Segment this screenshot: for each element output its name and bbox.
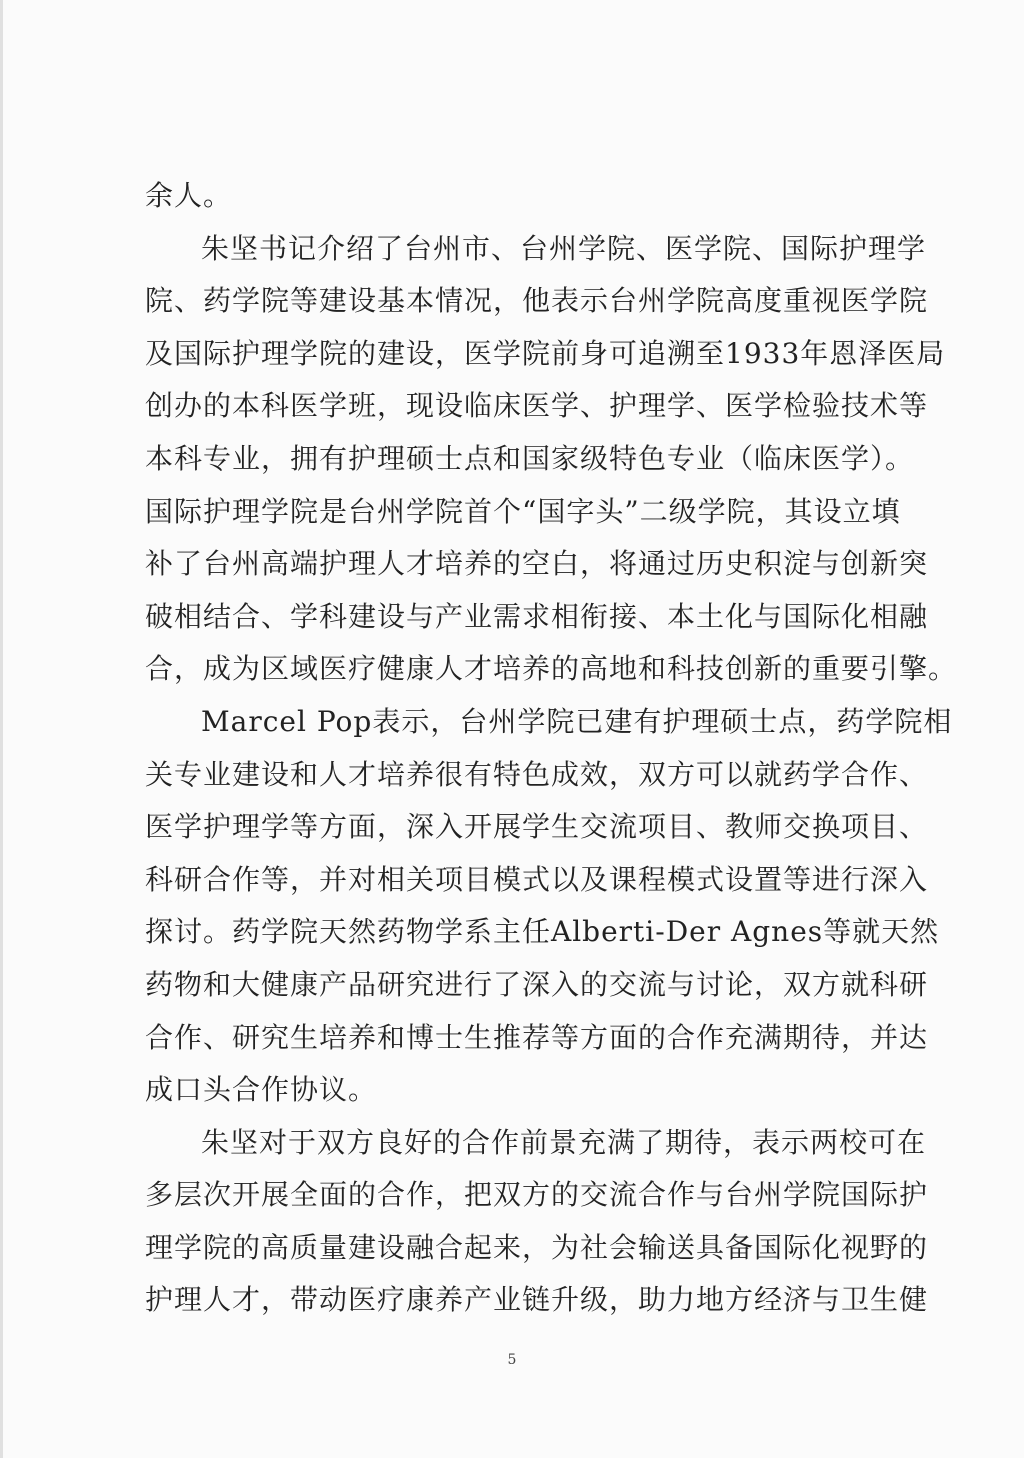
text-line: Marcel Pop表示，台州学院已建有护理硕士点，药学院相: [201, 704, 953, 738]
text-line: 院、药学院等建设基本情况，他表示台州学院高度重视医学院: [145, 284, 929, 318]
text-line: 成口头合作协议。: [145, 1073, 378, 1107]
text-line: 余人。: [145, 179, 233, 212]
text-line: 多层次开展全面的合作，把双方的交流合作与台州学院国际护: [145, 1178, 929, 1212]
text-line: 理学院的高质量建设融合起来，为社会输送具备国际化视野的: [145, 1230, 929, 1264]
text-line: 合作、研究生培养和博士生推荐等方面的合作充满期待，并达: [145, 1020, 929, 1054]
text-line: 药物和大健康产品研究进行了深入的交流与讨论，双方就科研: [145, 967, 929, 1001]
text-line: 及国际护理学院的建设，医学院前身可追溯至1933年恩泽医局: [145, 336, 946, 370]
text-line: 本科专业，拥有护理硕士点和国家级特色专业（临床医学）。: [145, 441, 915, 475]
text-line: 朱坚书记介绍了台州市、台州学院、医学院、国际护理学: [201, 231, 927, 265]
page-number: 5: [507, 1352, 517, 1368]
text-line: 关专业建设和人才培养很有特色成效，双方可以就药学合作、: [145, 757, 929, 791]
text-line: 破相结合、学科建设与产业需求相衔接、本土化与国际化相融: [145, 599, 929, 633]
text-line: 探讨。药学院天然药物学系主任Alberti-Der Agnes等就天然: [145, 915, 940, 949]
text-line: 合，成为区域医疗健康人才培养的高地和科技创新的重要引擎。: [145, 652, 958, 686]
text-line: 护理人才，带动医疗康养产业链升级，助力地方经济与卫生健: [145, 1283, 929, 1317]
text-line: 创办的本科医学班，现设临床医学、护理学、医学检验技术等: [145, 389, 929, 423]
text-line: 医学护理学等方面，深入开展学生交流项目、教师交换项目、: [145, 810, 929, 844]
text-line: 补了台州高端护理人才培养的空白，将通过历史积淀与创新突: [145, 547, 929, 581]
scan-edge: [0, 0, 3, 1458]
text-line: 国际护理学院是台州学院首个“国字头”二级学院，其设立填: [145, 494, 901, 528]
body-text: [145, 170, 958, 1327]
text-line: 朱坚对于双方良好的合作前景充满了期待，表示两校可在: [201, 1125, 927, 1159]
text-line: 科研合作等，并对相关项目模式以及课程模式设置等进行深入: [145, 862, 929, 896]
